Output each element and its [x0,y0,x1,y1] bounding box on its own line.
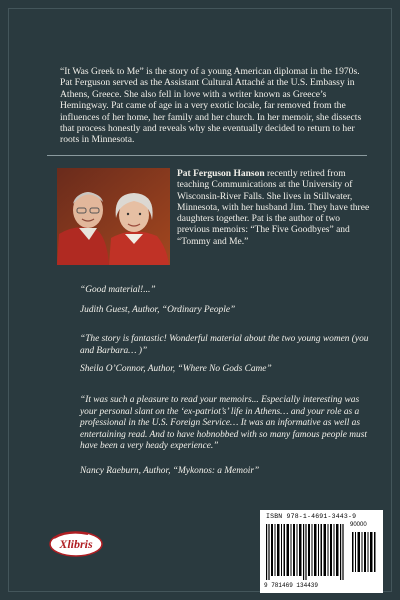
testimonial-quote: “Good material!...” [80,285,156,295]
author-bio-text: recently retired from teaching Communications at the University of Wisconsin-River Falls. She lives in Stillwater, Minnesota, with her husband Jim. They have three daughters together. Pat is the author of two previous memoirs: “The Five Goodbyes” and “Tommy and Me.” [177,169,370,247]
testimonial-quote: “It was such a pleasure to read your memoirs... Especially interesting was your personal slant on the ‘ex-patriot’s’ life in Athens… and your role as a professional in the U.S. Foreign Service… It was an informative as well as entertaining read. And to have hobnobbed with so many famous people must have been a very heady experience.” [80,395,367,451]
book-synopsis: “It Was Greek to Me” is the story of a young American diplomat in the 1970s. Pat Ferguson served as the Assistant Cultural Attaché at the U.S. Embassy in Athens, Greece. She also fell in love with a writer known as Greece’s Hemingway. Pat came of age in a very exotic locale, far removed from the influences of her home, her family and her church. In her memoir, she dissects that process honestly and reveals why she eventually decided to return to her roots in Minnesota. [60,66,362,146]
price-barcode-bars [352,532,378,572]
publisher-name: Xlibris [59,537,93,551]
testimonial-attribution: Sheila O’Connor, Author, “Where No Gods Came” [80,364,272,374]
section-divider [47,155,367,156]
publisher-logo [48,528,104,558]
testimonial-quote: “The story is fantastic! Wonderful material about the two young women (you and Barbara… )” [80,334,369,356]
testimonial-attribution: Nancy Raeburn, Author, “Mykonos: a Memoir” [80,466,260,476]
author-photo [57,168,170,265]
isbn-barcode [260,510,383,593]
barcode-digits: 9 781469 134439 [264,582,319,589]
isbn-label: ISBN 978-1-4691-3443-9 [266,513,357,520]
price-code: 90000 [350,522,367,528]
author-name: Pat Ferguson Hanson [177,169,265,179]
testimonial-attribution: Judith Guest, Author, “Ordinary People” [80,305,236,315]
author-bio [177,169,373,248]
barcode-bars [266,524,348,580]
